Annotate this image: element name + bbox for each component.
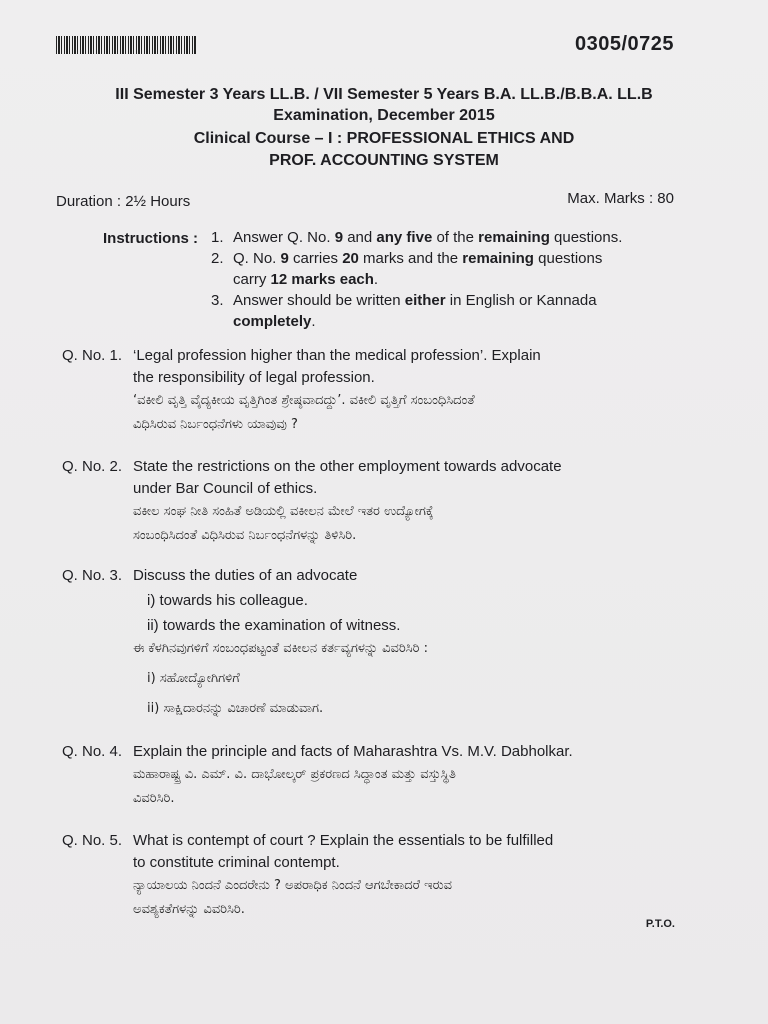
exam-title-line1: III Semester 3 Years LL.B. / VII Semester 5 Years B.A. LL.B./B.B.A. LL.B — [115, 86, 653, 103]
question-2 — [62, 456, 622, 548]
instruction-2: 2. Q. No. 9 carries 20 marks and the remaining questions carry 12 marks each. — [211, 250, 603, 288]
question-number: Q. No. 2. — [62, 458, 123, 475]
pto-label: P.T.O. — [645, 918, 675, 930]
question-subpart-kn: ii) ಸಾಕ್ಷಿದಾರನನ್ನು ವಿಚಾರಣೆ ಮಾಡುವಾಗ. — [147, 701, 324, 716]
instruction-1: 1. Answer Q. No. 9 and any five of the remaining questions. — [211, 229, 623, 246]
question-text-kn: ‘ವಕೀಲಿ ವೃತ್ತಿ ವೈದ್ಯಕೀಯ ವೃತ್ತಿಗಿಂತ ಶ್ರೇಷ್ಠವಾದದ್ದು’. ವಕೀಲಿ ವೃತ್ತಿಗೆ ಸಂಬಂಧಿಸಿದಂತೆ — [133, 393, 475, 408]
question-text-en: to constitute criminal contempt. — [133, 854, 340, 871]
question-subpart-en: i) towards his colleague. — [147, 592, 308, 609]
duration: Duration : 2½ Hours — [56, 193, 191, 210]
question-text-kn: ಈ ಕೆಳಗಿನವುಗಳಿಗೆ ಸಂಬಂಧಪಟ್ಟಂತೆ ವಕೀಲನ ಕರ್ತವ್ಯಗಳನ್ನು ವಿವರಿಸಿರಿ : — [133, 641, 429, 656]
instruction-3: 3. Answer should be written either in English or Kannada completely. — [211, 292, 597, 330]
question-text-en: Discuss the duties of an advocate — [133, 567, 358, 584]
question-text-kn: ಅವಶ್ಯಕತೆಗಳನ್ನು ವಿವರಿಸಿರಿ. — [133, 902, 245, 917]
question-text-kn: ಸಂಬಂಧಿಸಿದಂತೆ ವಿಧಿಸಿರುವ ನಿರ್ಬಂಧನೆಗಳನ್ನು ತಿಳಿಸಿರಿ. — [133, 528, 357, 543]
question-3 — [62, 565, 622, 721]
question-number: Q. No. 1. — [62, 347, 123, 364]
question-text-kn: ವಿಧಿಸಿರುವ ನಿರ್ಬಂಧನೆಗಳು ಯಾವುವು ? — [133, 417, 298, 432]
exam-title-line4: PROF. ACCOUNTING SYSTEM — [269, 152, 499, 169]
exam-title-line2: Examination, December 2015 — [273, 107, 495, 124]
question-text-kn: ವಕೀಲ ಸಂಘ ನೀತಿ ಸಂಹಿತೆ ಅಡಿಯಲ್ಲಿ ವಕೀಲನ ಮೇಲೆ ಇತರ ಉದ್ಯೋಗಕ್ಕೆ — [133, 504, 434, 519]
barcode — [56, 36, 196, 54]
question-number: Q. No. 3. — [62, 567, 123, 584]
question-text-en: What is contempt of court ? Explain the essentials to be fulfilled — [133, 832, 554, 849]
max-marks: Max. Marks : 80 — [567, 190, 674, 207]
paper-code: 0305/0725 — [574, 33, 674, 55]
question-text-en: under Bar Council of ethics. — [133, 480, 318, 497]
question-text-en: the responsibility of legal profession. — [133, 369, 375, 386]
question-text-en: State the restrictions on the other employment towards advocate — [133, 458, 562, 475]
question-text-en: Explain the principle and facts of Maharashtra Vs. M.V. Dabholkar. — [133, 743, 573, 760]
instructions-label: Instructions : — [103, 230, 199, 247]
question-4 — [62, 741, 622, 811]
question-text-kn: ಮಹಾರಾಷ್ಟ್ರ ವಿ. ಎಮ್. ವಿ. ದಾಭೋಲ್ಕರ್ ಪ್ರಕರಣದ ಸಿದ್ಧಾಂತ ಮತ್ತು ವಸ್ತುಸ್ಥಿತಿ — [133, 767, 456, 782]
question-subpart-kn: i) ಸಹೋದ್ಯೋಗಿಗಳಿಗೆ — [147, 671, 240, 686]
question-text-kn: ನ್ಯಾಯಾಲಯ ನಿಂದನೆ ಎಂದರೇನು ? ಅಪರಾಧಿಕ ನಿಂದನೆ ಆಗಬೇಕಾದರೆ ಇರುವ — [133, 878, 452, 893]
question-text-kn: ವಿವರಿಸಿರಿ. — [133, 791, 175, 806]
exam-title-line3: Clinical Course – I : PROFESSIONAL ETHICS AND — [193, 130, 575, 147]
question-number: Q. No. 4. — [62, 743, 123, 760]
question-text-en: ‘Legal profession higher than the medical profession’. Explain — [133, 347, 541, 364]
question-1 — [62, 345, 622, 437]
question-5 — [62, 830, 622, 922]
question-number: Q. No. 5. — [62, 832, 123, 849]
question-subpart-en: ii) towards the examination of witness. — [147, 617, 401, 634]
